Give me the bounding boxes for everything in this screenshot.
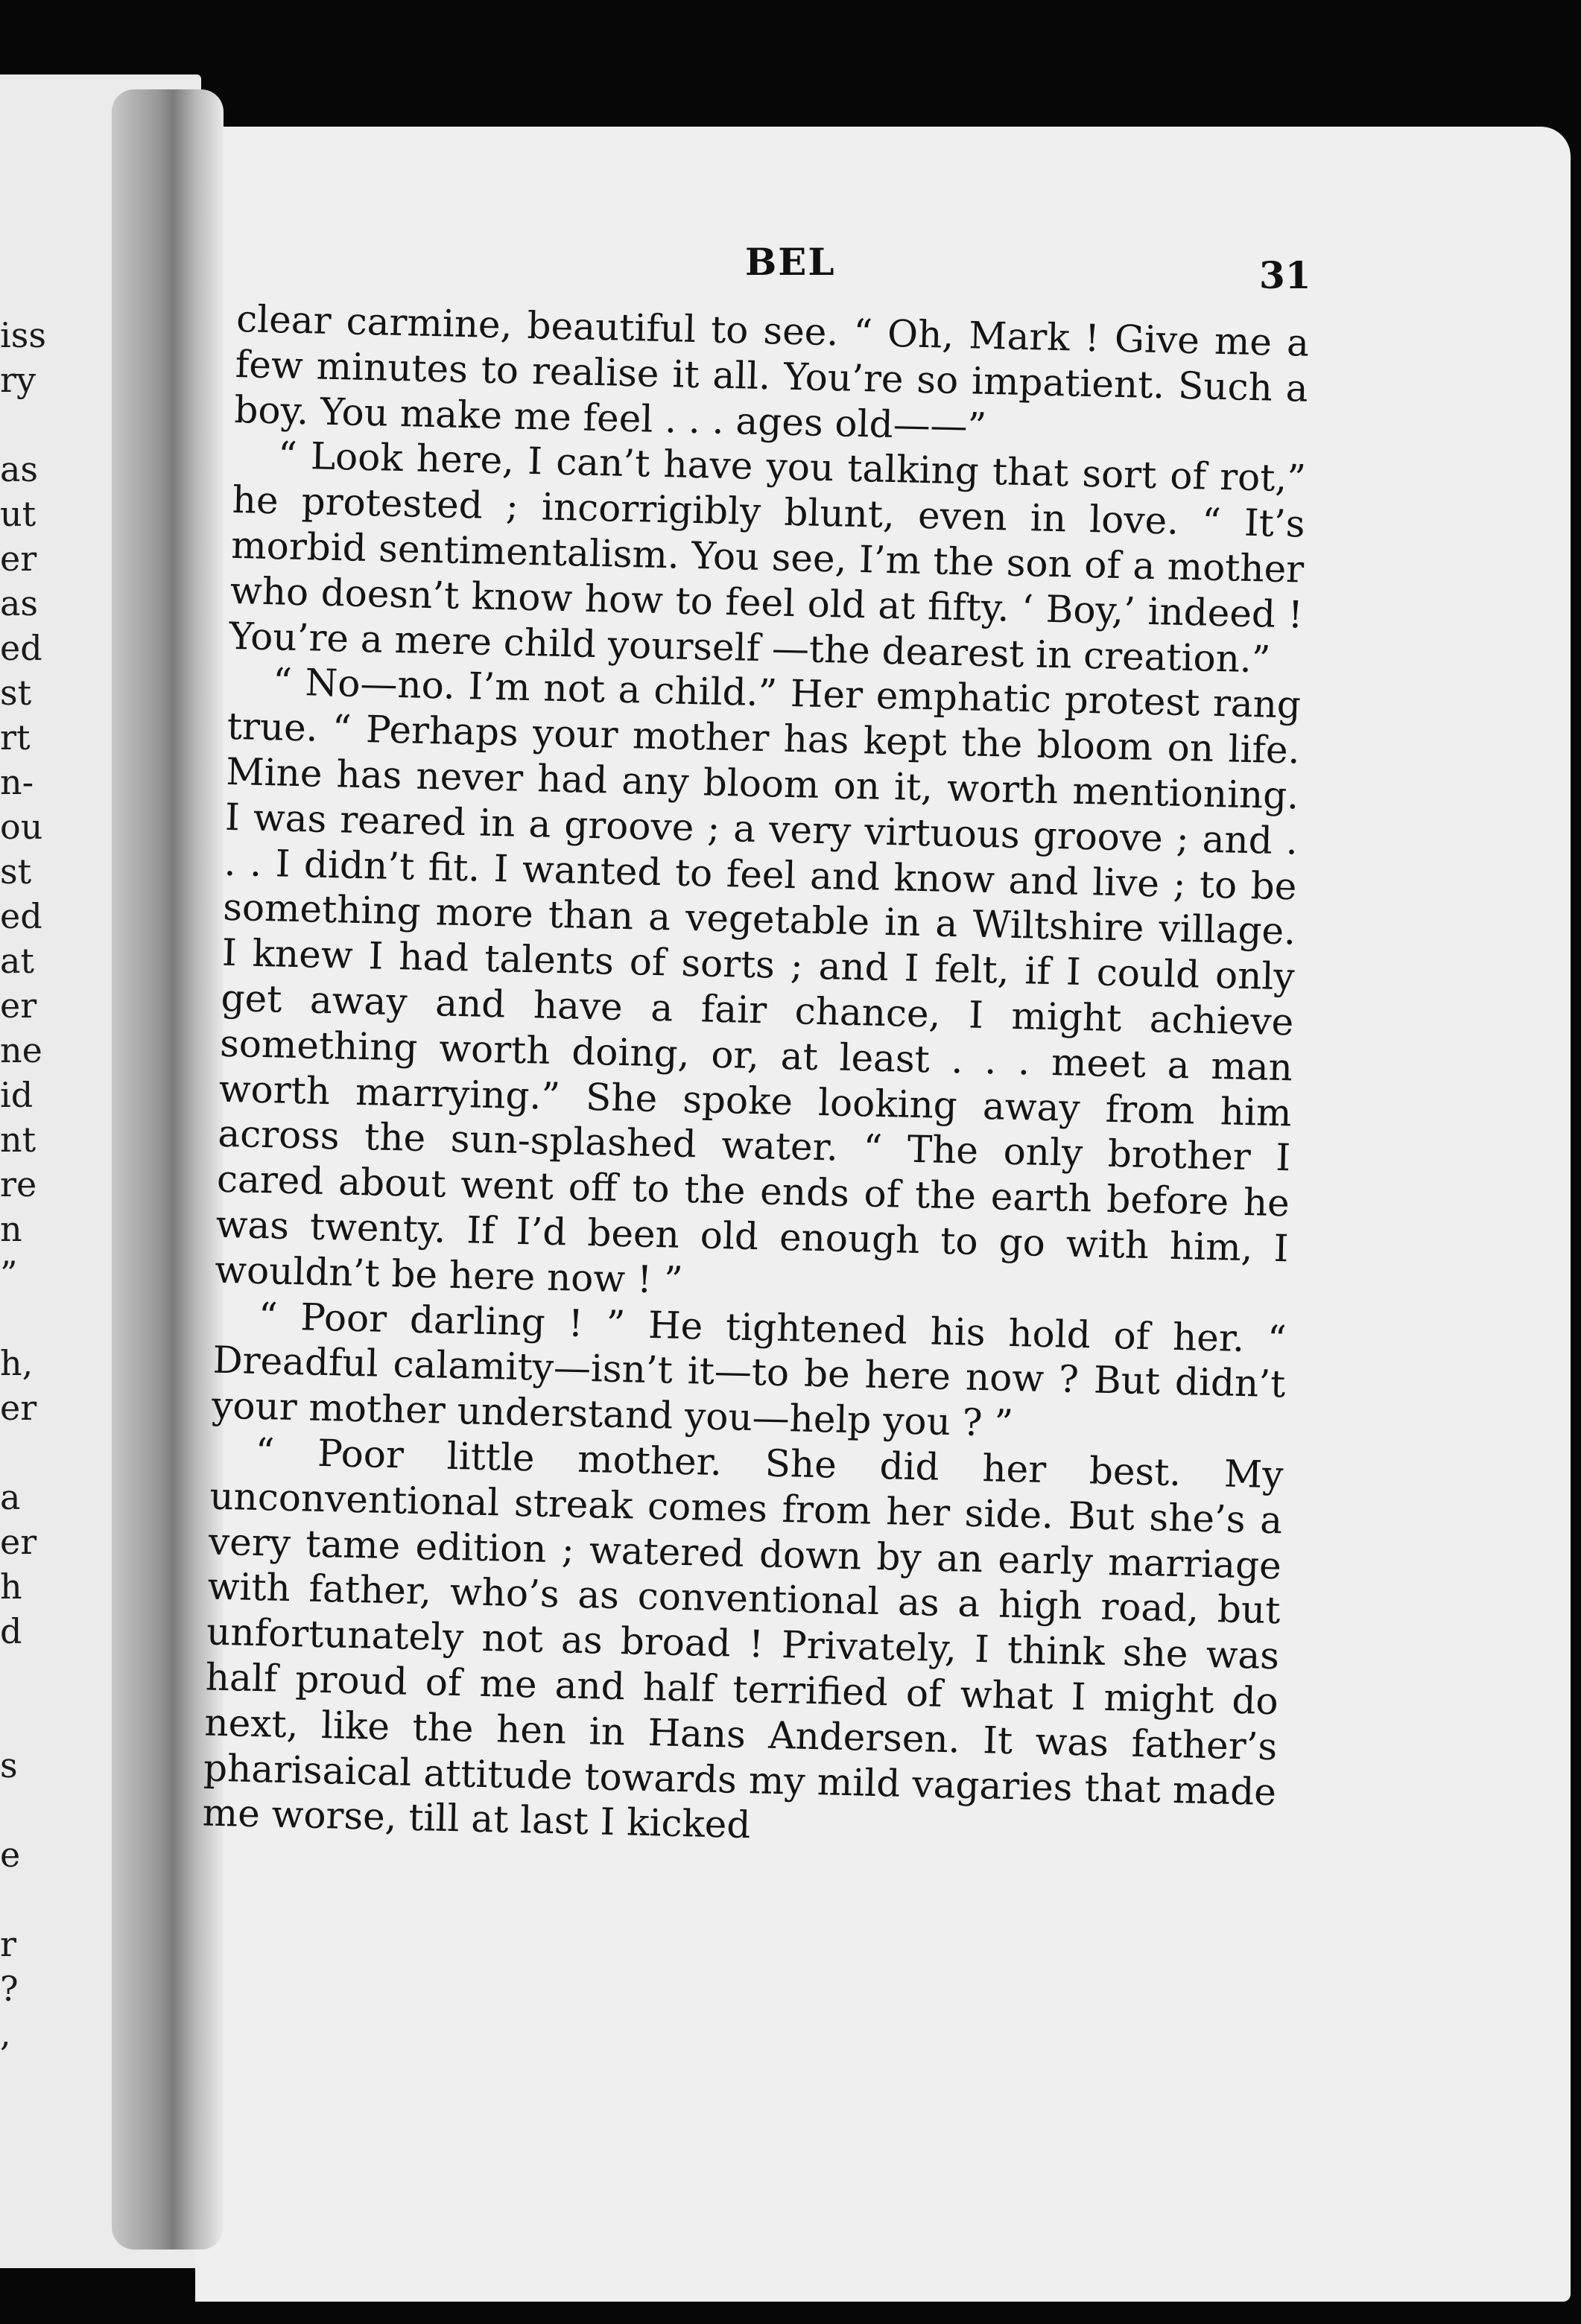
- left-fragment: ou: [0, 807, 43, 847]
- paragraph: “ Poor darling ! ” He tightened his hold of her. “ Dreadful calamity—isn’t it—to be here now ? But didn’t your mother understand you—help you ? ”: [211, 1294, 1287, 1446]
- paragraph: “ Poor little mother. She did her best. My unconventional streak comes from her side. But she’s a very tame edition ; watered down by an early marriage with father, who’s as conventional as a high road, but unfortunately not as broad ! Privately, I think she was half proud of me and half terrified of what I might do next, like the hen in Hans Andersen. It was father’s pharisaical attitude towards my mild vagaries that made me worse, till at last I kicked: [202, 1429, 1284, 1847]
- left-fragment: a: [0, 1477, 21, 1517]
- left-fragment: ed: [0, 896, 42, 936]
- left-fragment: rt: [0, 717, 31, 758]
- left-fragment: ,: [0, 2013, 11, 2054]
- paragraph: “ No—no. I’m not a child.” Her emphatic protest rang true. “ Perhaps your mother has kept the bloom on life. Mine has never had any bloom on it, worth mentioning. I was reared in a groove ; a very virtuous groove ; and . . . I didn’t fit. I wanted to feel and know and live ; to be something more than a vegetable in a Wiltshire village. I knew I had talents of sorts ; and I felt, if I could only get away and have a fair chance, I might achieve something worth doing, or, at least . . . meet a man worth marrying.” She spoke looking away from him across the sun-splashed water. “ The only brother I cared about went off to the ends of the earth before he was twenty. If I’d been old enough to go with him, I wouldn’t be here now ! ”: [214, 660, 1302, 1302]
- left-fragment: er: [0, 985, 37, 1026]
- left-fragment: r: [0, 1924, 16, 1964]
- left-fragment: ut: [0, 494, 37, 534]
- left-fragment: iss: [0, 315, 46, 355]
- page-number: 31: [1259, 253, 1311, 297]
- left-fragment: id: [0, 1075, 34, 1115]
- left-fragment: as: [0, 449, 39, 489]
- left-fragment: ”: [0, 1254, 18, 1294]
- left-fragment: er: [0, 1522, 37, 1562]
- left-page-fragments: [0, 313, 67, 2056]
- left-fragment: [0, 1654, 67, 1698]
- left-fragment: st: [0, 673, 32, 713]
- left-fragment: n-: [0, 762, 34, 802]
- paragraph: clear carmine, beautiful to see. “ Oh, Mark ! Give me a few minutes to realise it all. You’re so impatient. Such a boy. You make me feel . . . ages old——”: [233, 296, 1310, 448]
- left-fragment: st: [0, 851, 32, 892]
- left-fragment: er: [0, 1388, 37, 1428]
- left-fragment: at: [0, 941, 34, 981]
- left-fragment: ry: [0, 360, 36, 400]
- left-fragment: [0, 1877, 67, 1922]
- book-gutter: [112, 89, 224, 2250]
- left-fragment: [0, 402, 67, 447]
- left-fragment: nt: [0, 1120, 37, 1160]
- left-fragment: d: [0, 1611, 22, 1651]
- left-fragment: n: [0, 1209, 22, 1249]
- left-fragment: h: [0, 1566, 22, 1607]
- left-fragment: re: [0, 1164, 37, 1204]
- left-fragment: [0, 1430, 67, 1475]
- paragraph: “ Look here, I can’t have you talking that sort of rot,” he protested ; incorrigibly blunt, even in love. “ It’s morbid sentimentalism. You see, I’m the son of a mother who doesn’t know how to feel old at fifty. ‘ Boy,’ indeed ! You’re a mere child yourself —the dearest in creation.”: [229, 434, 1307, 682]
- left-fragment: [0, 1788, 67, 1832]
- left-fragment: ?: [0, 1969, 19, 2009]
- left-fragment: as: [0, 583, 39, 623]
- left-fragment: ne: [0, 1030, 42, 1070]
- left-fragment: s: [0, 1745, 18, 1785]
- left-fragment: ed: [0, 628, 42, 668]
- left-fragment: [0, 1296, 67, 1341]
- left-fragment: e: [0, 1835, 21, 1875]
- left-fragment: er: [0, 539, 37, 579]
- left-fragment: h,: [0, 1343, 34, 1383]
- running-header-title: BEL: [745, 240, 836, 284]
- body-text: [202, 296, 1310, 1860]
- left-fragment: [0, 1698, 67, 1743]
